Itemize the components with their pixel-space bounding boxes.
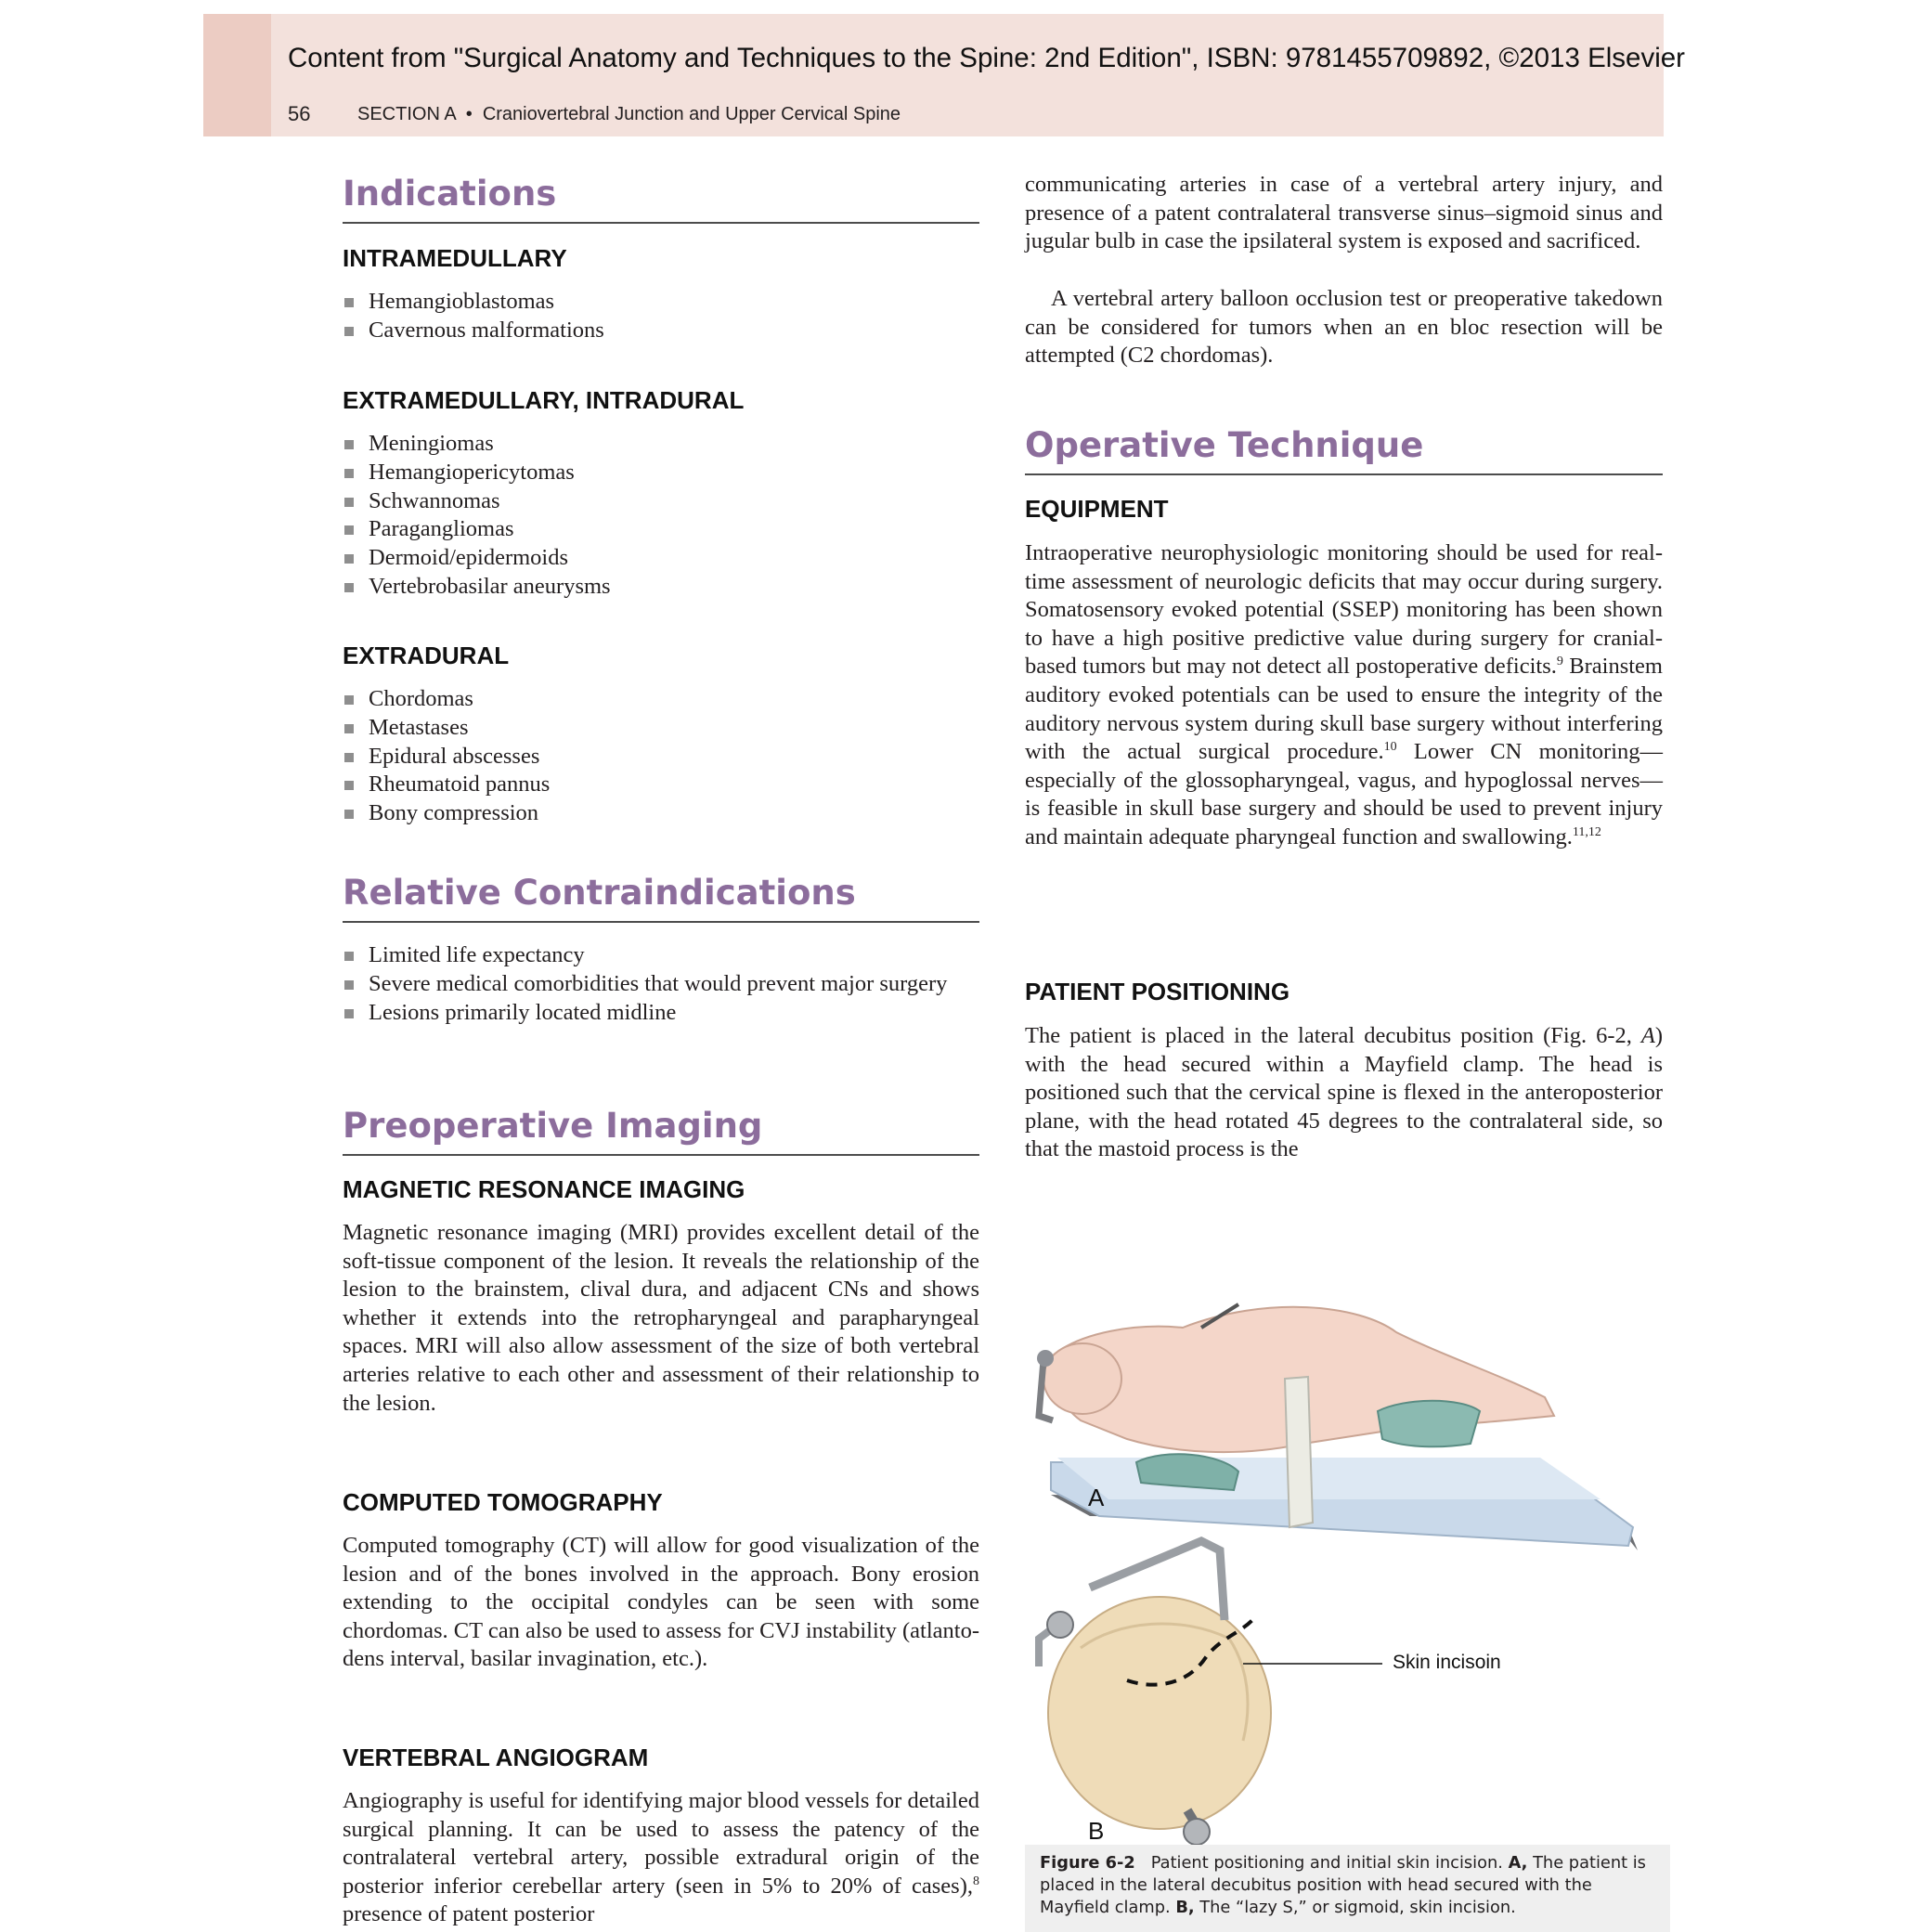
caption-panel-a: A, <box>1508 1853 1528 1873</box>
caption-text: Patient positioning and initial skin incision. <box>1150 1853 1509 1873</box>
subheading-patient-positioning: PATIENT POSITIONING <box>1025 978 1290 1005</box>
list-item: Schwannomas <box>343 487 979 516</box>
reference-superscript: 11,12 <box>1572 824 1601 839</box>
subheading-extramedullary: EXTRAMEDULLARY, INTRADURAL <box>343 386 745 414</box>
list-item: Chordomas <box>343 685 979 714</box>
list-item: Severe medical comorbidities that would prevent major surgery <box>343 970 979 999</box>
list-item: Rheumatoid pannus <box>343 771 979 799</box>
list-item: Hemangiopericytomas <box>343 459 979 487</box>
figure-reference: A <box>1640 1023 1655 1048</box>
page-number: 56 <box>288 102 311 125</box>
caption-text: The patient is placed in the lateral decubitus position with head secured with the Mayfield clamp. <box>1040 1853 1646 1917</box>
panel-label-b: B <box>1088 1817 1105 1845</box>
paragraph-mri: Magnetic resonance imaging (MRI) provides excellent detail of the soft-tissue component of the lesion. It reveals the relationship of the lesion to the brainstem, clival dura, and adjacent CNs and shows whether it extends into the retropharyngeal and parapharyngeal spaces. MRI will also allow assessment of the size of both vertebral arteries relative to each other and assessment of their relationship to the lesion. <box>343 1220 979 1416</box>
list-contraindications <box>343 941 979 1027</box>
list-item: Lesions primarily located midline <box>343 999 979 1028</box>
panel-label-a: A <box>1088 1484 1105 1511</box>
section-title-imaging: Preoperative Imaging <box>343 1104 979 1156</box>
section-title-indications: Indications <box>343 172 979 224</box>
paragraph-positioning <box>1025 1022 1663 1164</box>
figure-caption <box>1025 1845 1670 1932</box>
caption-panel-b: B, <box>1175 1898 1195 1917</box>
paragraph-ct: Computed tomography (CT) will allow for good visualization of the lesion and of the bones involved in the approach. Bony erosion extending to the occipital condyles can be seen with some chordomas. CT can also be used to assess for CVJ instability (atlanto-dens interval, basilar invagination, etc.). <box>343 1533 979 1672</box>
paragraph-balloon-test: A vertebral artery balloon occlusion test or preoperative takedown can be considered for tumors when an en bloc resection will be attempted (C2 chordomas). <box>1025 286 1663 369</box>
subheading-angiogram: VERTEBRAL ANGIOGRAM <box>343 1744 649 1771</box>
paragraph-text: presence of patent posterior <box>343 1901 595 1927</box>
figure-6-2 <box>1025 1267 1663 1848</box>
paragraph-text: Lower CN monitoring—especially of the glossopharyngeal, vagus, and hypoglossal nerves—is feasible in skull base surgery and should be used to prevent injury and maintain adequate pharyngeal function and swallowing. <box>1025 739 1663 849</box>
list-intramedullary <box>343 288 979 345</box>
callout-skin-incision: Skin incisoin <box>1393 1652 1501 1673</box>
figure-illustration <box>1025 1267 1663 1848</box>
paragraph-angiogram <box>343 1787 979 1929</box>
paragraph-text: Intraoperative neurophysiologic monitoring should be used for real-time assessment of neurologic deficits that may occur during surgery. Somatosensory evoked potential (SSEP) monitoring has been shown to have a high positive predictive value during surgery for cranial-based tumors but may not detect all postoperative deficits. <box>1025 540 1663 680</box>
list-item: Vertebrobasilar aneurysms <box>343 573 979 602</box>
section-title-contraindications: Relative Contraindications <box>343 871 979 923</box>
subheading-extradural: EXTRADURAL <box>343 642 510 669</box>
paragraph-text: Brainstem auditory evoked potentials can be used to ensure the integrity of the auditory nervous system during skull base surgery without interfering with the actual surgical procedure. <box>1025 654 1663 765</box>
list-item: Paragangliomas <box>343 515 979 544</box>
list-item: Metastases <box>343 714 979 743</box>
panel-b-illustration <box>1039 1541 1382 1845</box>
list-item: Bony compression <box>343 799 979 828</box>
list-item: Meningiomas <box>343 430 979 459</box>
caption-text: The “lazy S,” or sigmoid, skin incision. <box>1194 1898 1516 1917</box>
subheading-intramedullary: INTRAMEDULLARY <box>343 244 567 272</box>
list-item: Hemangioblastomas <box>343 288 979 317</box>
list-extradural <box>343 685 979 828</box>
reference-superscript: 8 <box>973 1874 979 1888</box>
paragraph-text: ) with the head secured within a Mayfield clamp. The head is positioned such that the cervical spine is flexed in the anteroposterior plane, with the head rotated 45 degrees to the contralateral side, so that the mastoid process is the <box>1025 1023 1663 1162</box>
list-item: Dermoid/epidermoids <box>343 544 979 573</box>
list-item: Cavernous malformations <box>343 317 979 345</box>
header-tab <box>203 14 271 136</box>
subheading-mri: MAGNETIC RESONANCE IMAGING <box>343 1175 745 1203</box>
list-item: Limited life expectancy <box>343 941 979 970</box>
section-title-operative-technique: Operative Technique <box>1025 423 1663 475</box>
paragraph-text: The patient is placed in the lateral decubitus position (Fig. 6-2, <box>1025 1023 1641 1048</box>
list-item: Epidural abscesses <box>343 743 979 772</box>
copyright-notice: Content from "Surgical Anatomy and Techniques to the Spine: 2nd Edition", ISBN: 9781455709892, ©2013 Elsevier <box>288 43 1685 73</box>
panel-a-illustration <box>1037 1304 1638 1550</box>
reference-superscript: 9 <box>1556 655 1563 669</box>
paragraph-equipment <box>1025 539 1663 852</box>
running-head: SECTION A • Craniovertebral Junction and Upper Cervical Spine <box>357 104 901 124</box>
subheading-ct: COMPUTED TOMOGRAPHY <box>343 1488 663 1516</box>
list-extramedullary <box>343 430 979 602</box>
caption-label: Figure 6-2 <box>1040 1853 1135 1873</box>
subheading-equipment: EQUIPMENT <box>1025 495 1169 523</box>
reference-superscript: 10 <box>1383 740 1397 754</box>
paragraph-continued: communicating arteries in case of a vertebral artery injury, and presence of a patent contralateral transverse sinus–sigmoid sinus and jugular bulb in case the ipsilateral system is exposed and sacrificed. <box>1025 172 1663 254</box>
paragraph-text: Angiography is useful for identifying major blood vessels for detailed surgical planning. It can be used to assess the patency of the contralateral vertebral artery, possible extradural origin of the posterior inferior cerebellar artery (seen in 5% to 20% of cases), <box>343 1788 979 1899</box>
